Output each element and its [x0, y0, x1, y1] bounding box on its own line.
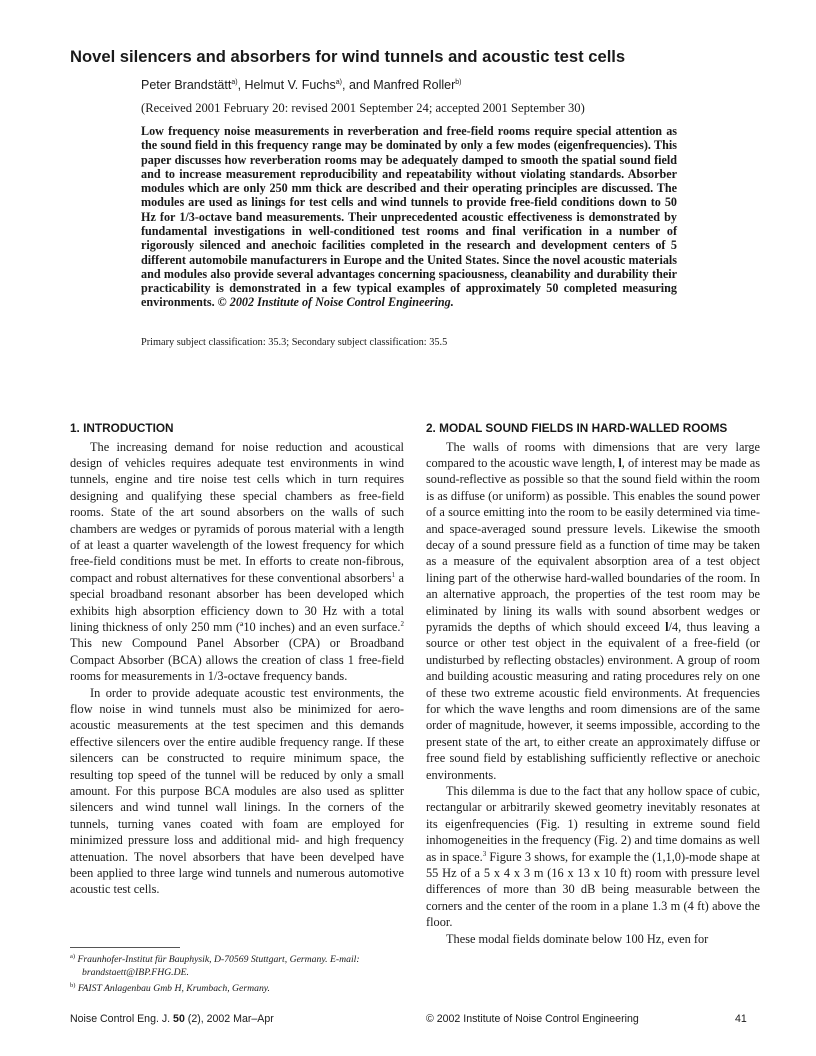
- lambda-symbol: l: [618, 455, 622, 470]
- footnote-text: FAIST Anlagenbau Gmb H, Krumbach, Germany.: [77, 983, 270, 995]
- author-name: Peter Brandstätt: [141, 78, 232, 92]
- modal-paragraph-3: These modal fields dominate below 100 Hz, even for: [446, 931, 709, 946]
- footnote-affiliation-a: [70, 951, 400, 979]
- author-separator: ,: [237, 78, 245, 92]
- journal-name: Noise Control Eng. J.: [70, 1013, 174, 1025]
- affiliation-mark: a): [231, 78, 238, 86]
- received-dates: (Received 2001 February 20: revised 2001 September 24; accepted 2001 September 30): [141, 101, 585, 115]
- journal-citation: [70, 1013, 274, 1025]
- author-name: Manfred Roller: [373, 78, 456, 92]
- text-run: This dilemma is due to the fact that any hollow space of cubic, rectangular or arbitrarily skewed geometry inevitably resonates at its eigenfrequencies (Fig. 1) resulting in extreme sound field inhomogeneities in the frequency (Fig. 2) and time domains as well as in space.: [426, 784, 760, 864]
- section-heading-modal-sound-fields: 2. MODAL SOUND FIELDS IN HARD-WALLED ROOMS: [426, 421, 728, 435]
- right-column: [426, 421, 760, 947]
- footnote-affiliation-b: [70, 980, 400, 996]
- subject-classification: Primary subject classification: 35.3; Secondary subject classification: 35.5: [141, 337, 448, 348]
- affiliation-mark: a): [335, 78, 342, 86]
- text-run: /4, thus leaving a source or other test object in the equivalent of a free-field (or undisturbed by reflecting obstacles) environment. A group of room and building acoustic measuring and rating procedures rely on one of these two extreme acoustic field environments. At frequencies for which the wave lengths and room dimensions are of the same order of magnitude, however, it seems impossible, according to the present state of the art, to either create an approximately diffuse or free sound field by establishing sufficiently reflective or anechoic environments.: [426, 619, 760, 782]
- text-run: The walls of rooms with dimensions that are very large compared to the acoustic wave length,: [426, 439, 760, 470]
- text-run: Figure 3 shows, for example the (1,1,0)-mode shape at 55 Hz of a 5 x 4 x 3 m (16 x 13 x 10 ft) room with pressure level differences of more than 30 dB being measurable between the corners and the center of the room in a plane 1.3 m (4 ft) above the floor.: [426, 849, 760, 930]
- affiliation-mark: b): [455, 78, 462, 86]
- intro-paragraph-1: [70, 439, 404, 685]
- abstract: [141, 124, 677, 310]
- abstract-text: Low frequency noise measurements in reverberation and free-field rooms require special attention as the sound field in this frequency range may be dominated by only a few modes (eigenfrequencies). This paper discusses how reverberation rooms may be adequately damped to smooth the spatial sound field and to increase measurement reproducibility and repeatability without violating standards. Absorber modules which are only 250 mm thick are described and their operating principles are discussed. The modules are used as linings for test cells and wind tunnels to provide free-field conditions down to 50 Hz for 1/3-octave band measurements. Their unprecedented acoustic effectiveness is demonstrated by fundamental investigations in well-conditioned test rooms and final verification in a number of rigorously silenced and anechoic facilities completed in the research and development centers of 5 different automobile manufacturers in Europe and the United States. Since the novel acoustic materials and modules also provide several advantages concerning spaciousness, cleanability and durability their practicability is demonstrated in a few typical examples of approximately 50 completed measuring environments.: [141, 124, 677, 310]
- modal-paragraph-1: [426, 439, 760, 784]
- text-run: a special broadband resonant absorber has been developed which exhibits high absorption efficiency down to 30 Hz with a total lining thickness of only 250 mm (: [70, 570, 404, 634]
- intro-paragraph-2: In order to provide adequate acoustic test environments, the flow noise in wind tunnels must also be minimized for aero-acoustic measurements at the test specimen and this demands effective silencers over the entire audible frequency range. If these silencers can be constructed to require minimum space, the resulting top speed of the tunnel will be reduced by only a small amount. For this purpose BCA modules are also used as splitter silencers and wind tunnel wall linings. In the corners of the tunnels, turning vanes coated with foam are employed for minimized pressure loss and additional mid- and high frequency attenuation. The novel absorbers that have been develped have been applied to three large wind tunnels and numerous automotive acoustic test cells.: [70, 685, 404, 897]
- journal-issue-date: (2), 2002 Mar–Apr: [184, 1013, 274, 1025]
- paper-title: Novel silencers and absorbers for wind tunnels and acoustic test cells: [70, 47, 626, 66]
- text-run: , of interest may be made as sound-reflective as possible so that the sound field within the room is as diffuse (or uniform) as possible. This enables the sound power of a source emitting into the room to be easily determined via time- and space-averaged sound pressure levels. Likewise the smooth decay of a sound pressure field as a function of time may be taken as a measure of the equivalent absorption area of a test object lining part of the otherwise hard-walled boundaries of the room. In an alternative approach, the properties of the test room may be eliminated by lining its walls with sound absorbent wedges or pyramids the depths of which should exceed: [426, 455, 760, 634]
- abstract-copyright: © 2002 Institute of Noise Control Engineering.: [217, 295, 454, 310]
- citation-ref: 1: [391, 570, 396, 579]
- author-name: Helmut V. Fuchs: [244, 78, 336, 92]
- citation-ref: 2: [400, 619, 404, 628]
- text-run: The increasing demand for noise reduction and acoustical design of vehicles requires adequate test environments in wind tunnels, engine and tire noise test cells which in turn requires designing and qualifying these special chambers as free-field rooms. State of the art sound absorbers on the walls of such chambers are wedges or pyramids of porous material with a length of at least a quarter wavelength of the lowest frequency for which free-field conditions must be met. In efforts to create non-fibrous, compact and robust alternatives for these conventional absorbers: [70, 439, 404, 585]
- footnote-mark: a): [70, 953, 76, 960]
- journal-volume: 50: [173, 1013, 185, 1025]
- footnotes: [70, 951, 400, 997]
- footnote-mark: b): [70, 982, 76, 990]
- lambda-symbol: l: [665, 619, 669, 634]
- text-run: 10 inches) and an even surface.: [243, 619, 401, 634]
- footnote-divider: [70, 947, 180, 948]
- citation-ref: 3: [482, 849, 487, 858]
- footer-copyright: © 2002 Institute of Noise Control Engineering: [426, 1013, 639, 1025]
- modal-paragraph-2: [426, 783, 760, 931]
- text-run: This new Compound Panel Absorber (CPA) or Broadband Compact Absorber (BCA) allows the creation of class 1 free-field rooms for measurements in 1/3-octave frequency bands.: [70, 636, 404, 684]
- footnote-text: Fraunhofer-Institut für Bauphysik, D-70569 Stuttgart, Germany. E-mail: brandstaett@IBP.FHG.DE.: [77, 954, 360, 978]
- approx-symbol: ª: [239, 619, 244, 634]
- author-separator: , and: [342, 78, 374, 92]
- author-list: [141, 78, 462, 92]
- page-number: 41: [735, 1013, 747, 1025]
- left-column: [70, 421, 404, 898]
- section-heading-introduction: 1. INTRODUCTION: [70, 421, 174, 435]
